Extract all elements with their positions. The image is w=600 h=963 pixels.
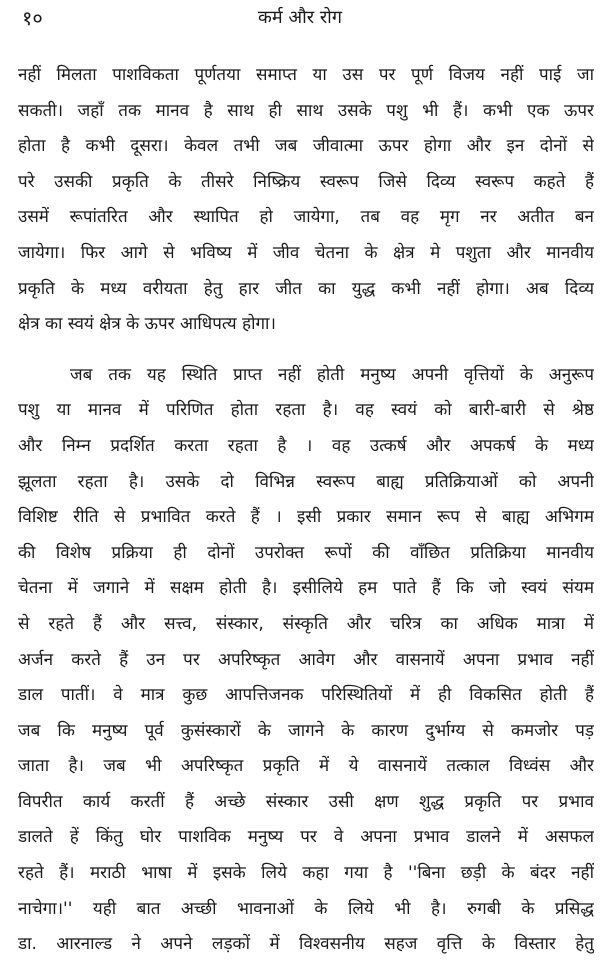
text-line: पशु या मानव में परिणित होता रहता है। वह स्वयं को बारी-बारी से श्रेष्ठ [18,400,594,421]
text-line: परे उसकी प्रकृति के तीसरे निष्क्रिय स्वरूप जिसे दिव्य स्वरूप कहते हैं [18,171,594,192]
page-header [0,0,600,40]
running-title: कर्म और रोग [258,7,342,28]
text-line: जब कि मनुष्य पूर्व कुसंस्कारों के जागने के कारण दुर्भाग्य से कमजोर पड़ [18,720,594,741]
text-line: डाल पातीं। वे मात्र कुछ आपत्तिजनक परिस्थितियों में ही विकसित होती हैं [18,685,594,706]
text-line: रहते हैं। मराठी भाषा में इसके लिये कहा गया है ''बिना छड़ी के बंदर नहीं [18,863,594,884]
text-line: झूलता रहता है। उसके दो विभिन्न स्वरूप बाह्य प्रतिक्रियाओं को अपनी [18,471,594,492]
text-line: होता है कभी दूसरा। केवल तभी जब जीवात्मा ऊपर होगा और इन दोनों से [18,136,594,157]
text-line: से रहते हैं और सत्त्व, संस्कार, संस्कृति और चरित्र का अधिक मात्रा में [18,613,594,634]
body-text [18,58,594,963]
text-line: अर्जन करते हैं उन पर अपरिष्कृत आवेग और वासनायें अपना प्रभाव नहीं [18,649,594,670]
text-line: नहीं मिलता पाशविकता पूर्णतया समाप्त या उस पर पूर्ण विजय नहीं पाई जा [18,65,594,85]
text-line: विशिष्ट रीति से प्रभावित करते हैं । इसी प्रकार समान रूप से बाह्य अभिगम [18,507,594,528]
text-line: सकती। जहाँ तक मानव है साथ ही साथ उसके पशु भी हैं। कभी एक ऊपर [18,100,594,121]
text-line: विपरीत कार्य करतीं हैं अच्छे संस्कार उसी क्षण शुद्ध प्रकृति पर प्रभाव [18,791,594,812]
text-line: क्षेत्र का स्वयं क्षेत्र के ऊपर आधिपत्य होगा। [18,314,276,335]
text-line: और निम्न प्रदर्शित करता रहता है । वह उत्कर्ष और अपकर्ष के मध्य [18,435,594,456]
text-line: उसमें रूपांतरित और स्थापित हो जायेगा, तब वह मृग नर अतीत बन [18,207,594,228]
text-line: डालते हें किंतु घोर पाशविक मनुष्य पर वे अपना प्रभाव डालने में असफल [18,827,594,848]
text-line: की विशेष प्रक्रिया ही दोनों उपरोक्त रूपों की वाँछित प्रतिक्रिया मानवीय [18,542,594,563]
text-line: डा. आरनाल्ड ने अपने लड़कों में विश्वसनीय सहज वृत्ति के विस्तार हेतु [18,934,594,955]
page-number: १० [22,6,43,30]
paragraph [18,358,594,963]
text-line: जायेगा। फिर आगे से भविष्य में जीव चेतना के क्षेत्र मे पशुता और मानवीय [18,242,594,263]
text-line: जब तक यह स्थिति प्राप्त नहीं होती मनुष्य अपनी वृत्तियों के अनुरूप [70,364,594,385]
text-line: नाचेगा।'' यही बात अच्छी भावनाओं के लिये भी है। रुगबी के प्रसिद्ध [18,898,594,919]
paragraph [18,58,594,343]
text-line: जाता है। जब भी अपरिष्कृत प्रकृति में ये वासनायें तत्काल विध्वंस और [18,756,594,777]
text-line: प्रकृति के मध्य वरीयता हेतु हार जीत का युद्ध कभी नहीं होगा। अब दिव्य [18,278,594,299]
text-line: चेतना में जगाने में सक्षम होती है। इसीलिये हम पाते हैं कि जो स्वयं संयम [18,578,594,599]
